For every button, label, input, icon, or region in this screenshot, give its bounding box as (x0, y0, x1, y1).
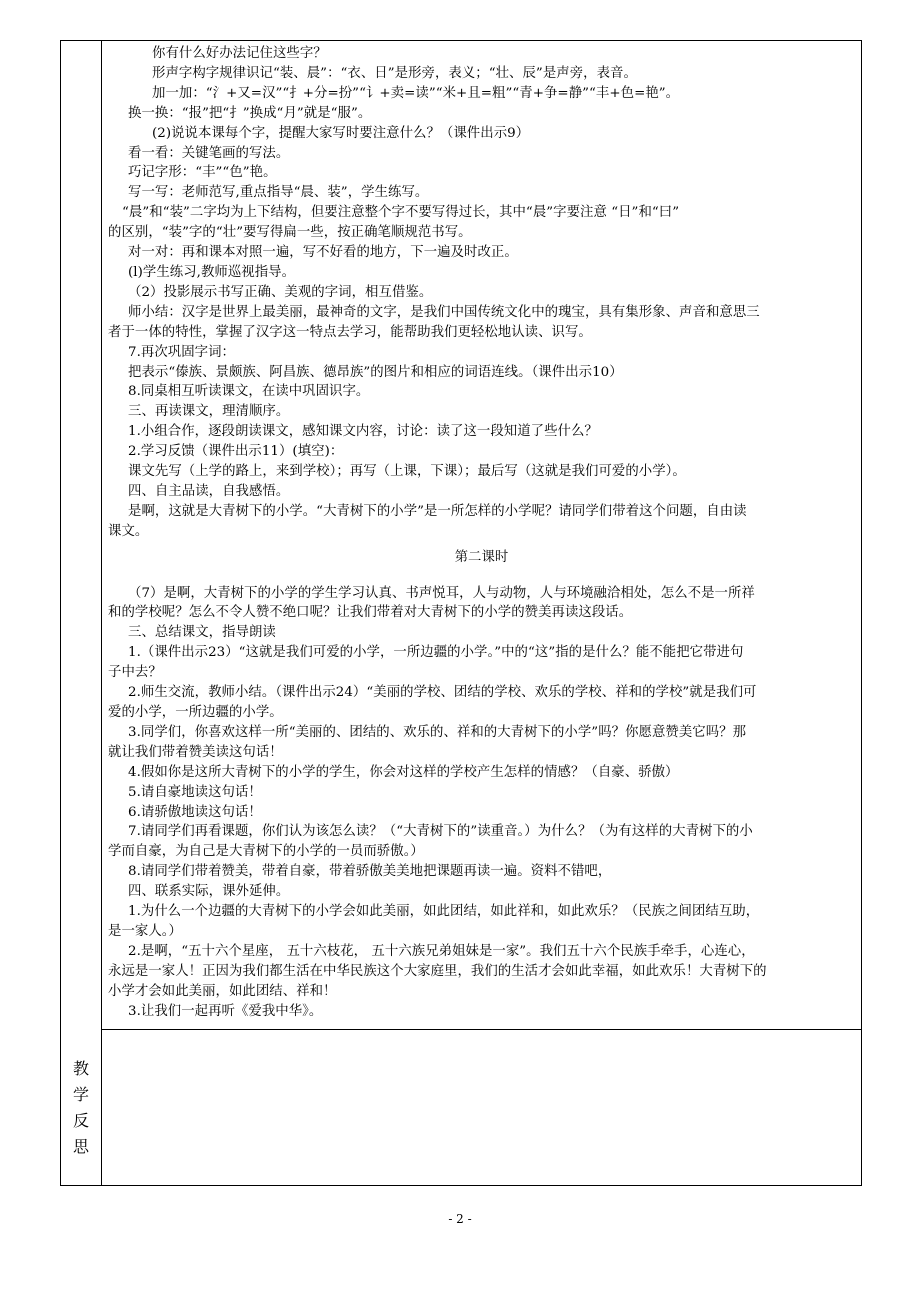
text-line: “晨”和“装”二字均为上下结构，但要注意整个字不要写得过长，其中“晨”字要注意 “日”和“曰” (122, 205, 680, 221)
text-line: 看一看：关键笔画的写法。 (128, 145, 290, 161)
text-line: 3.同学们，你喜欢这样一所“美丽的、团结的、欢乐的、祥和的大青树下的小学”吗？你愿意赞美它吗？那 (128, 724, 747, 740)
text-line: (l)学生练习,教师巡视指导。 (128, 264, 296, 280)
text-line: 2.学习反馈（课件出示11）(填空)： (128, 444, 344, 460)
label-char: 教 (72, 1058, 89, 1078)
text-line: 写一写：老师范写,重点指导“晨、装”，学生练写。 (128, 185, 429, 201)
text-line: 把表示“傣族、景颇族、阿昌族、德昂族”的图片和相应的词语连线。（课件出示10） (128, 364, 623, 380)
lesson-plan-table (60, 40, 862, 1186)
text-line: 四、联系实际，课外延伸。 (128, 884, 290, 900)
text-line: 学而自豪，为自己是大青树下的小学的一员而骄傲。） (108, 844, 424, 860)
text-line: 四、自主品读，自我感悟。 (128, 483, 290, 499)
text-line: 8.请同学们带着赞美，带着自豪，带着骄傲美美地把课题再读一遍。资料不错吧， (128, 864, 612, 880)
teaching-reflection-row (61, 1030, 863, 1187)
lesson-content-cell (101, 41, 861, 1030)
text-line: 2.是啊，“五十六个星座， 五十六枝花， 五十六族兄弟姐妹是一家”。我们五十六个民族手牵手，心连心， (128, 943, 755, 959)
text-line: 5.请自豪地读这句话！ (128, 784, 262, 800)
text-line: 师小结：汉字是世界上最美丽，最神奇的文字，是我们中国传统文化中的瑰宝，具有集形象、声音和意思三 (128, 304, 760, 320)
text-line: 巧记字形：“丰”“色”艳。 (128, 165, 277, 181)
text-line: 7.再次巩固字词： (128, 344, 235, 360)
text-line: 小学才会如此美丽，如此团结、祥和！ (108, 983, 337, 999)
text-line: 7.请同学们再看课题，你们认为该怎么读？（“大青树下的”读重音。）为什么？（为有这样的大青树下的小 (128, 824, 753, 840)
text-line: （2）投影展示书写正确、美观的字词，相互借鉴。 (128, 284, 433, 300)
text-line: 4.假如你是这所大青树下的小学的学生，你会对这样的学校产生怎样的情感？（自豪、骄傲） (128, 764, 679, 780)
text-line: 加一加：“氵+又=汉”“扌+分=扮”“讠+卖=读”“米+且=粗”“青+争=静”“丰+色=艳”。 (152, 85, 680, 101)
text-line: (2)说说本课每个字，提醒大家写时要注意什么？（课件出示9） (152, 125, 530, 141)
text-line: 三、总结课文，指导朗读 (128, 625, 276, 641)
text-line: 对一对：再和课本对照一遍，写不好看的地方，下一遍及时改正。 (128, 245, 518, 261)
label-char: 思 (72, 1136, 89, 1156)
section-title: 第二课时 (454, 549, 509, 565)
text-line: 三、再读课文，理清顺序。 (128, 404, 290, 420)
text-line: 和的学校呢？怎么不令人赞不绝口呢？让我们带着对大青树下的小学的赞美再读这段话。 (108, 605, 633, 621)
page-number: - 2 - (448, 1212, 472, 1226)
text-line: 8.同桌相互听读课文，在读中巩固识字。 (128, 384, 370, 400)
teaching-reflection-label (61, 1030, 101, 1185)
text-line: 3.让我们一起再听《爱我中华》。 (128, 1003, 323, 1019)
label-char: 反 (72, 1110, 89, 1130)
text-line: 是啊，这就是大青树下的小学。“大青树下的小学”是一所怎样的小学呢？请同学们带着这个问题，自由读 (128, 503, 747, 519)
text-line: 换一换：“报”把“扌”换成“月”就是“服”。 (128, 105, 372, 121)
text-line: 子中去？ (108, 665, 162, 681)
text-line: 你有什么好办法记住这些字？ (152, 46, 327, 61)
text-line: 2.师生交流，教师小结。（课件出示24）“美丽的学校、团结的学校、欢乐的学校、祥和的学校”就是我们可 (128, 685, 757, 701)
text-line: 1.小组合作，逐段朗读课文，感知课文内容，讨论：读了这一段知道了些什么？ (128, 424, 598, 440)
text-line: 就让我们带着赞美读这句话！ (108, 744, 283, 760)
text-line: （7）是啊，大青树下的小学的学生学习认真、书声悦耳，人与动物，人与环境融洽相处，怎么不是一所祥 (128, 585, 755, 601)
label-char: 学 (72, 1084, 89, 1104)
text-line: 永远是一家人！正因为我们都生活在中华民族这个大家庭里，我们的生活才会如此幸福，如此欢乐！大青树下的 (108, 963, 767, 979)
text-line: 6.请骄傲地读这句话！ (128, 804, 262, 820)
text-line: 爱的小学，一所边疆的小学。 (108, 705, 283, 720)
text-line: 课文。 (108, 523, 149, 539)
teaching-reflection-area (101, 1030, 863, 1185)
text-line: 的区别，“装”字的“壮”要写得扁一些，按正确笔顺规范书写。 (108, 225, 472, 241)
text-line: 1.（课件出示23）“这就是我们可爱的小学，一所边疆的小学。”中的“这”指的是什么？能不能把它带进句 (128, 645, 744, 661)
text-line: 课文先写（上学的路上，来到学校）；再写（上课，下课）；最后写（这就是我们可爱的小学）。 (128, 464, 686, 480)
text-line: 1.为什么一个边疆的大青树下的小学会如此美丽，如此团结，如此祥和，如此欢乐？（民族之间团结互助， (128, 904, 760, 920)
text-line: 是一家人。） (108, 923, 182, 939)
text-line: 形声字构字规律识记“装、晨”：“衣、日”是形旁，表义；“壮、辰”是声旁，表音。 (152, 65, 637, 81)
text-line: 者于一体的特性，掌握了汉字这一特点去学习，能帮助我们更轻松地认读、识写。 (108, 324, 592, 340)
